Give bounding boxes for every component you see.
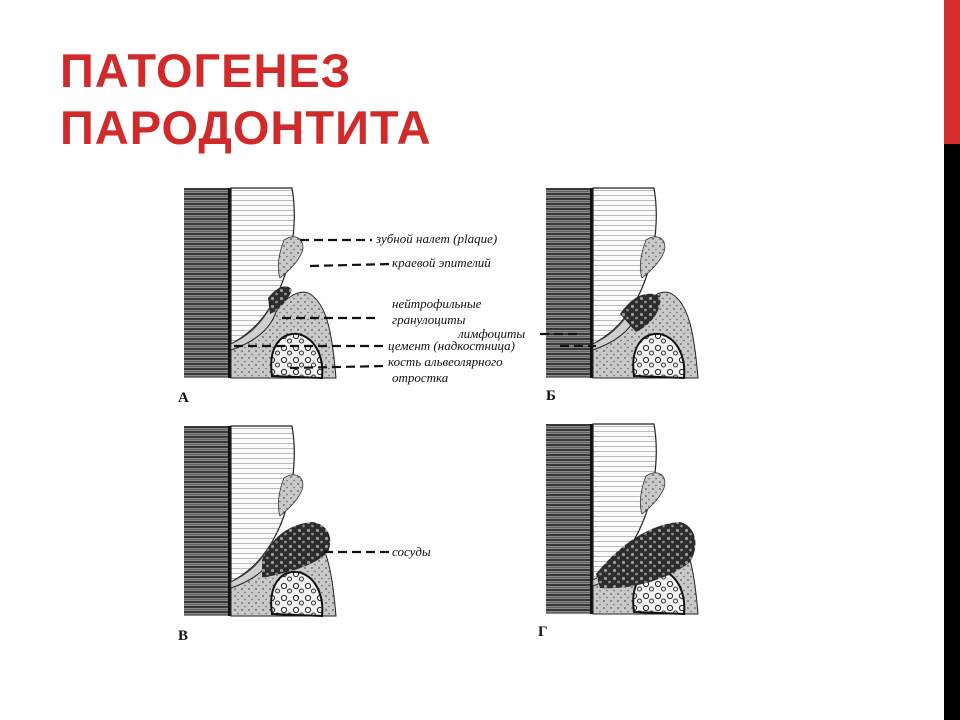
diagram-panel-v (178, 426, 390, 644)
label-neutrophils-1: нейтрофильные (392, 296, 482, 311)
diagram-panel-g (538, 424, 738, 640)
diagram-panel-b (546, 188, 738, 404)
label-plaque: зубной налет (plaque) (376, 231, 498, 246)
label-bone-2: отростка (392, 370, 449, 385)
panel-letter-g: Г (538, 624, 548, 640)
slide-title-line-1: ПАТОГЕНЕЗ (60, 44, 352, 97)
label-vessels: сосуды (392, 544, 431, 559)
panel-letter-a: А (178, 390, 189, 406)
diagram-panel-a (178, 188, 390, 406)
label-neutrophils-2: гранулоциты (392, 312, 466, 327)
label-bone-1: кость альвеолярного (388, 354, 503, 369)
label-cement: цемент (надкостница) (388, 338, 515, 353)
label-lymphocytes: лимфоциты (458, 326, 526, 341)
slide-title-line-2: ПАРОДОНТИТА (60, 101, 432, 154)
panel-letter-b: Б (546, 388, 556, 404)
panel-letter-v: В (178, 628, 189, 644)
label-epithelium: краевой эпителий (392, 255, 491, 270)
